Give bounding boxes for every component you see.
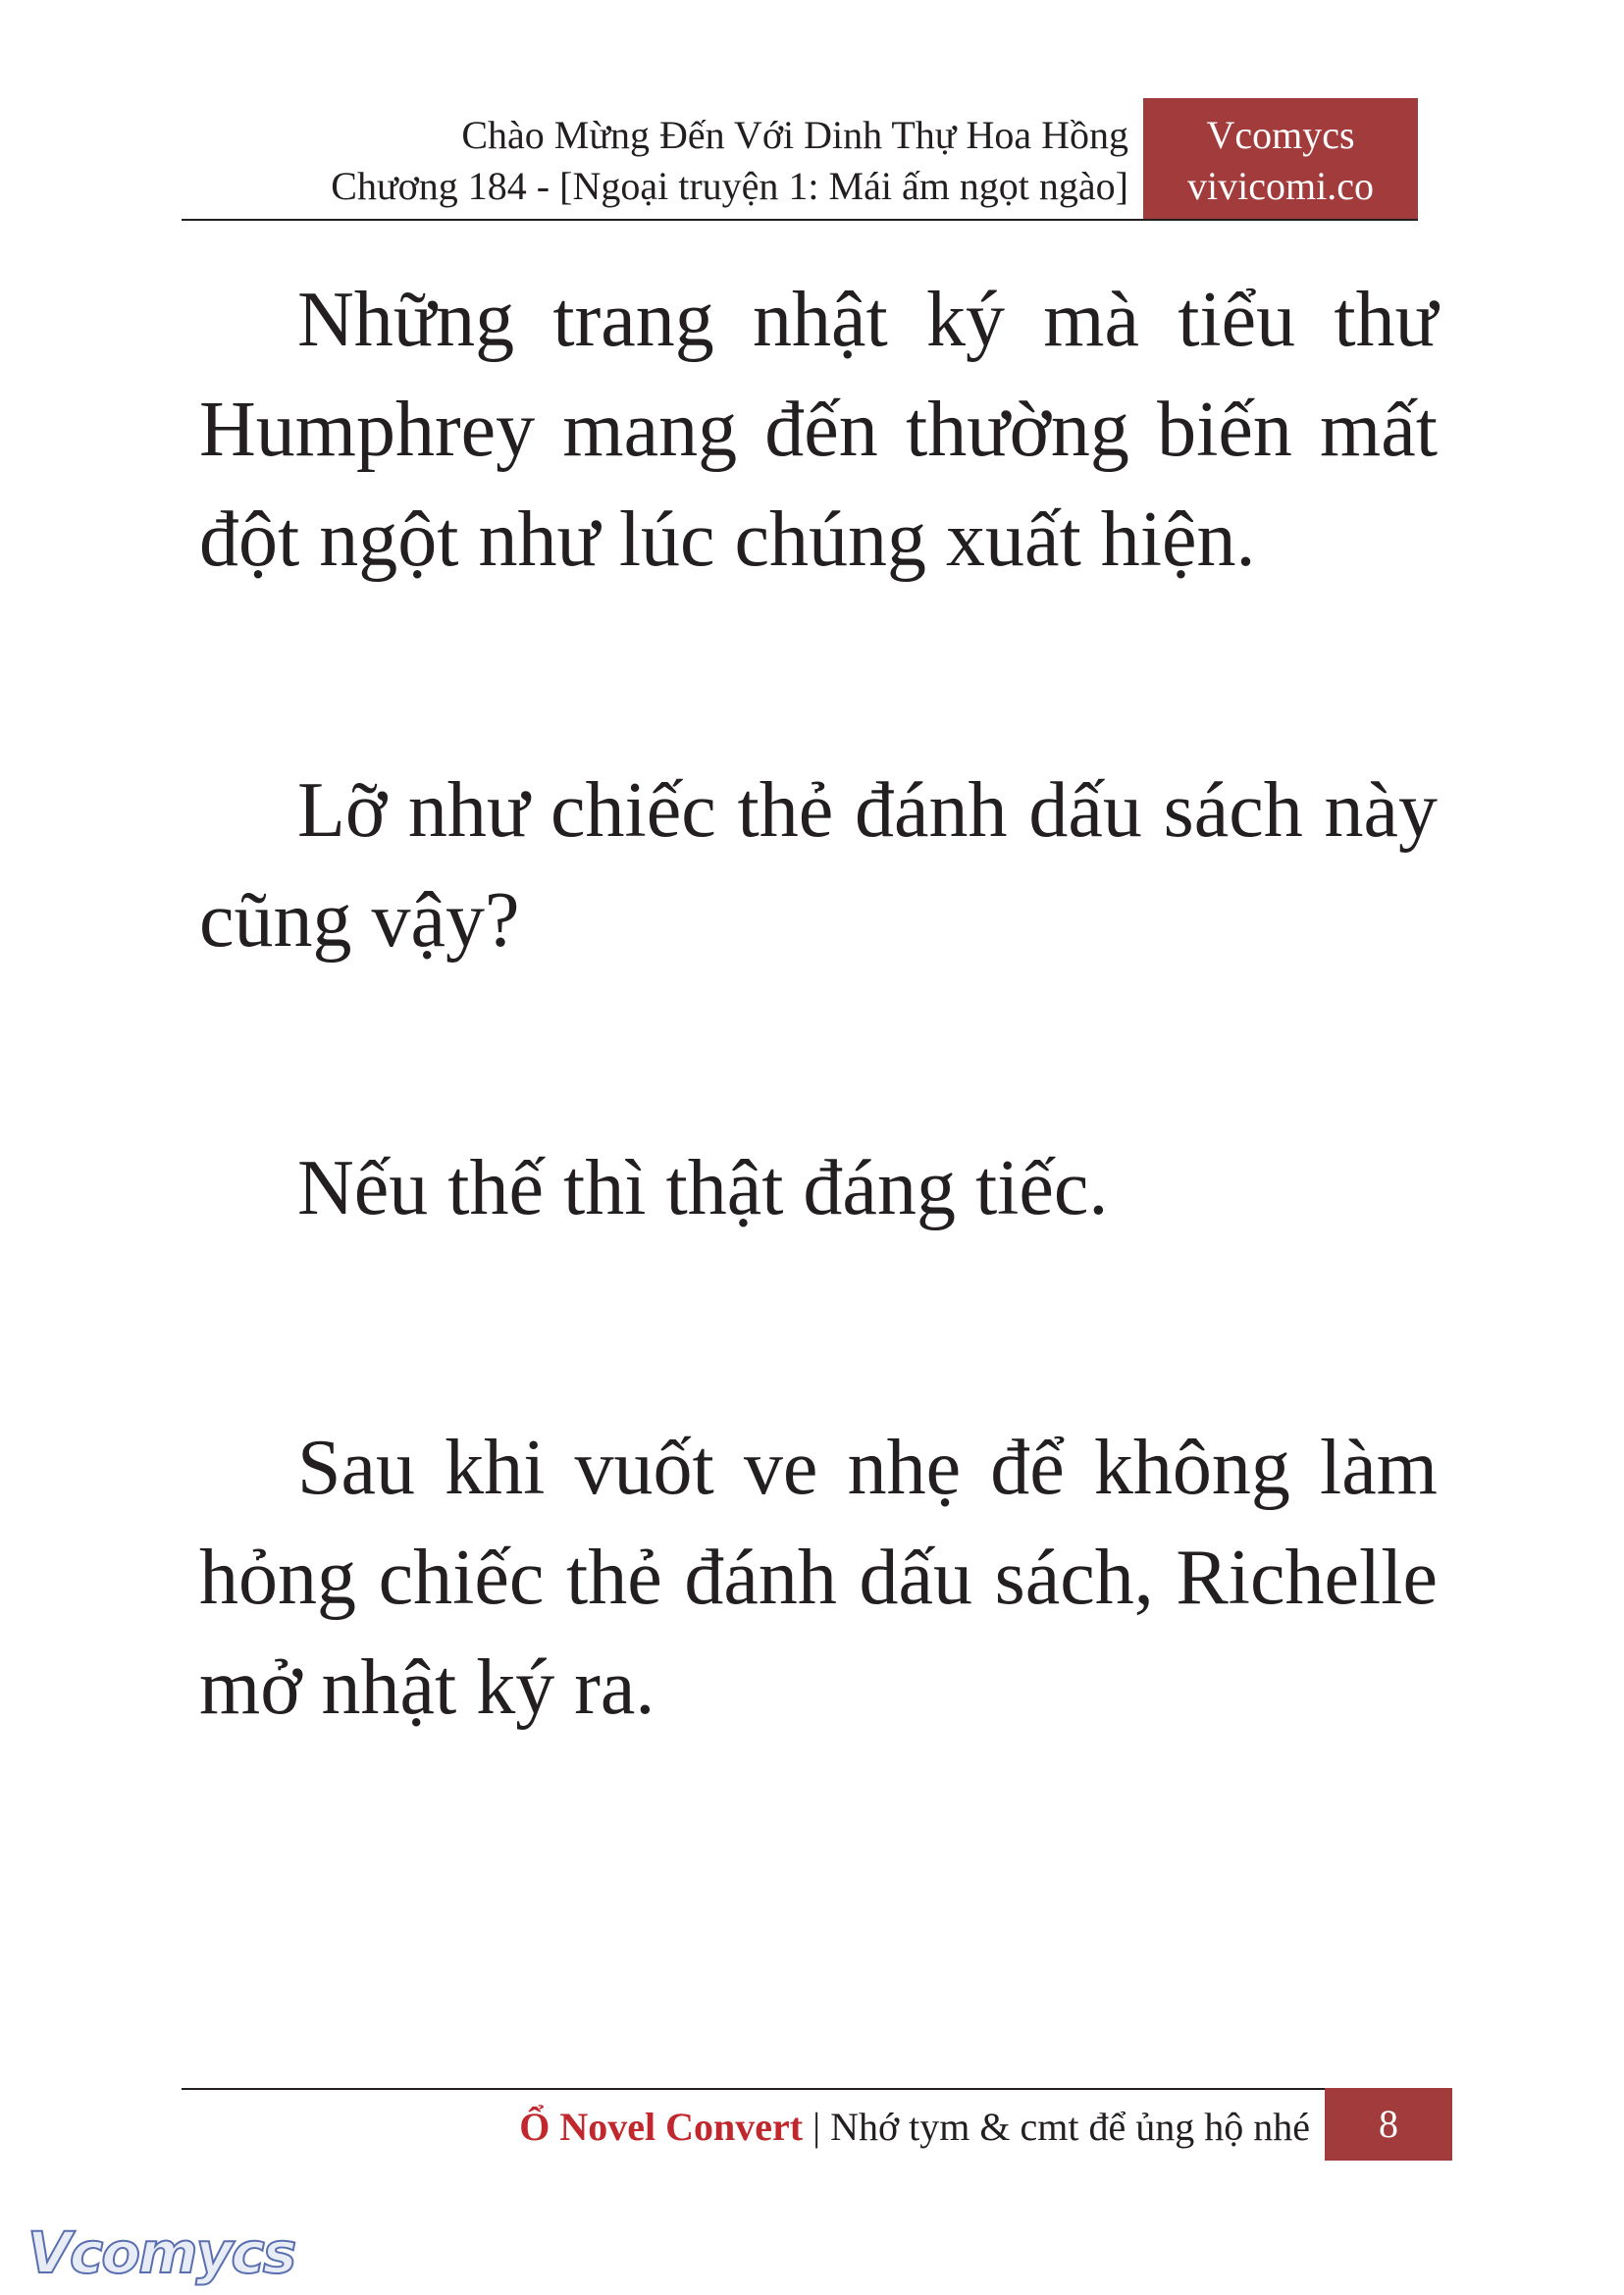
- paragraph: Lỡ như chiếc thẻ đánh dấu sách này cũng vậy?: [199, 767, 1438, 964]
- footer-message: Nhớ tym & cmt để ủng hộ nhé: [830, 2105, 1310, 2149]
- chapter-title: Chương 184 - [Ngoại truyện 1: Mái ấm ngọt ngào]: [331, 164, 1128, 208]
- brand-name: Vcomycs: [1206, 113, 1355, 157]
- book-title: Chào Mừng Đến Với Dinh Thự Hoa Hồng: [461, 113, 1128, 157]
- footer-text: [519, 2098, 1310, 2157]
- page-number: 8: [1325, 2088, 1452, 2161]
- brand-box: [1143, 98, 1418, 221]
- page-footer: [182, 2088, 1452, 2165]
- paragraph: Nếu thế thì thật đáng tiếc.: [297, 1145, 1109, 1231]
- header-divider: [182, 219, 1418, 221]
- paragraph: Những trang nhật ký mà tiểu thư Humphrey mang đến thường biến mất đột ngột như lúc chúng xuất hiện.: [199, 277, 1438, 583]
- brand-site: vivicomi.co: [1187, 164, 1374, 208]
- paragraph: Sau khi vuốt ve nhẹ để không làm hỏng chiếc thẻ đánh dấu sách, Richelle mở nhật ký ra.: [199, 1425, 1438, 1731]
- footer-divider: [182, 2088, 1452, 2090]
- header-titles: [182, 110, 1128, 212]
- footer-separator: |: [803, 2105, 831, 2149]
- watermark-logo: Vcomycs: [27, 2219, 295, 2286]
- footer-brand: Ổ Novel Convert: [519, 2105, 804, 2149]
- page-header: [182, 98, 1418, 221]
